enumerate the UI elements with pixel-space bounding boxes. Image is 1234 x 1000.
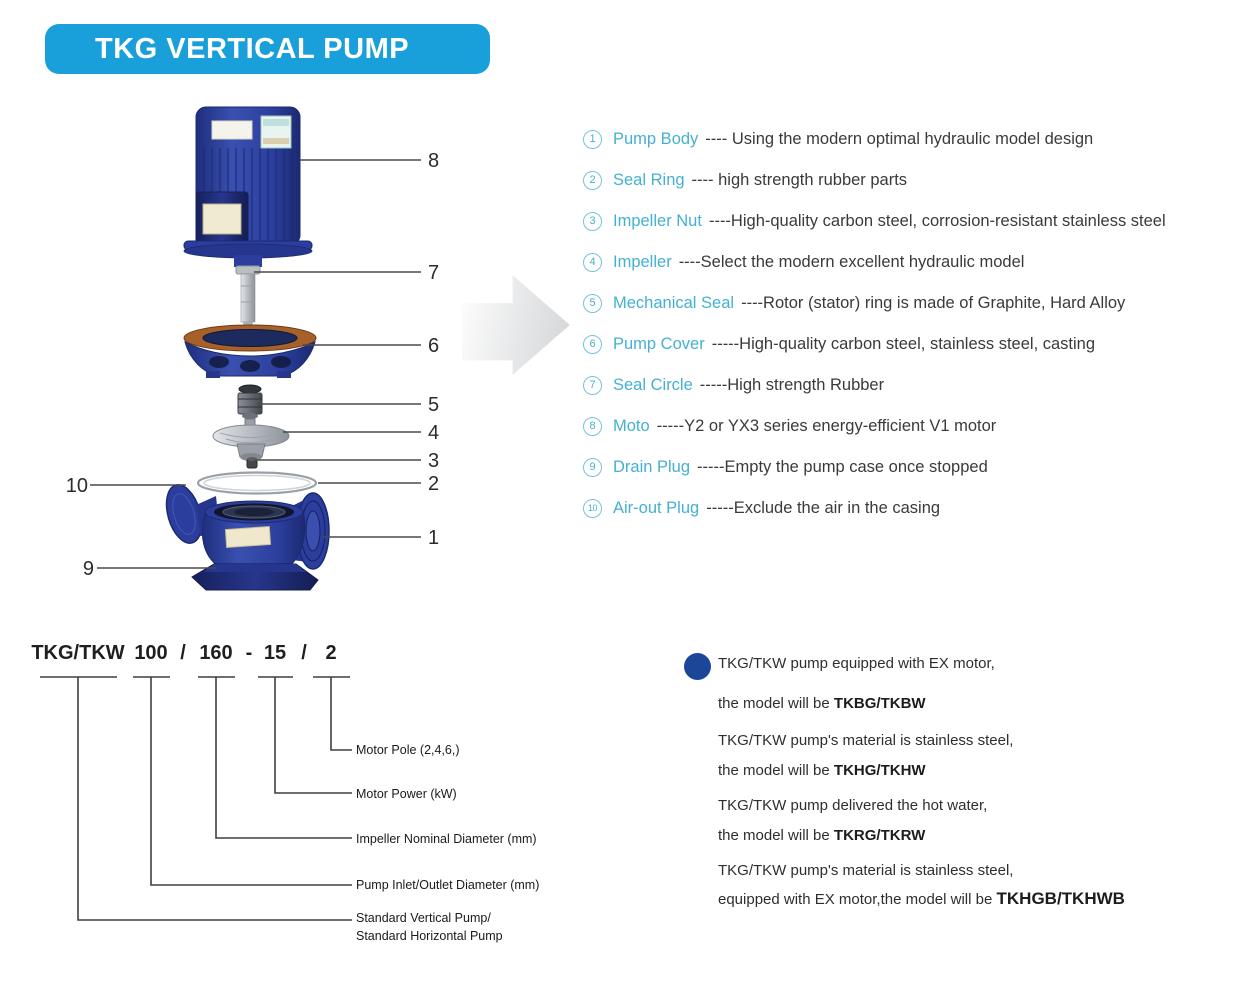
arrow-right-icon	[462, 273, 572, 377]
list-item	[583, 291, 1166, 315]
part-description: -----Empty the pump case once stopped	[697, 457, 988, 476]
label-impeller-diameter: Impeller Nominal Diameter (mm)	[356, 832, 537, 846]
part-description: ----Rotor (stator) ring is made of Graphite, Hard Alloy	[741, 293, 1126, 312]
callout-number-7: 7	[428, 262, 440, 284]
motor-side-label	[261, 116, 291, 148]
motor-figure	[184, 107, 312, 267]
part-number-badge: 8	[583, 417, 602, 436]
part-description: -----High-quality carbon steel, stainless steel, casting	[711, 334, 1096, 353]
note-text: TKG/TKW pump delivered the hot water,	[718, 797, 988, 814]
part-description: -----High strength Rubber	[699, 375, 885, 394]
callout-number-5: 5	[428, 394, 440, 416]
impeller-nut-figure	[247, 457, 257, 468]
list-item	[583, 127, 1166, 151]
list-item	[583, 332, 1166, 356]
part-name: Pump Body	[613, 129, 699, 148]
part-number-badge: 6	[583, 335, 602, 354]
part-description: -----Y2 or YX3 series energy-efficient V1 motor	[656, 416, 997, 435]
model-separator: /	[180, 642, 186, 664]
pump-body-figure	[160, 481, 329, 590]
part-number-badge: 10	[583, 499, 602, 518]
label-motor-power: Motor Power (kW)	[356, 787, 457, 801]
model-segment-power: 15	[263, 642, 287, 664]
model-segment-impeller: 160	[199, 642, 233, 664]
note-line	[718, 827, 925, 844]
part-description: ----High-quality carbon steel, corrosion-resistant stainless steel	[708, 211, 1166, 230]
part-name: Drain Plug	[613, 457, 691, 476]
part-name: Seal Circle	[613, 375, 693, 394]
model-connector-lines	[0, 640, 600, 970]
part-number-badge: 1	[583, 130, 602, 149]
list-item	[583, 168, 1166, 192]
page-title: TKG VERTICAL PUMP	[95, 32, 410, 65]
model-separator: -	[245, 642, 253, 664]
callout-number-6: 6	[428, 335, 440, 357]
model-separator: /	[301, 642, 307, 664]
part-number-badge: 4	[583, 253, 602, 272]
list-item	[583, 209, 1166, 233]
callout-number-9: 9	[82, 558, 94, 580]
model-segment-series: TKG/TKW	[31, 642, 125, 664]
part-description: ---- Using the modern optimal hydraulic model design	[705, 129, 1094, 148]
part-description: ----Select the modern excellent hydraulic model	[678, 252, 1025, 271]
label-inlet-diameter: Pump Inlet/Outlet Diameter (mm)	[356, 878, 540, 892]
note-line	[718, 797, 987, 814]
part-name: Impeller	[613, 252, 672, 271]
model-segment-pole: 2	[325, 642, 337, 664]
list-item	[583, 496, 1166, 520]
label-pump-type	[356, 909, 503, 945]
note-line	[718, 889, 1125, 909]
callout-number-4: 4	[428, 422, 440, 444]
note-line	[718, 655, 995, 672]
note-model: TKRG/TKRW	[833, 827, 926, 844]
bullet-icon	[684, 653, 711, 680]
part-number-badge: 3	[583, 212, 602, 231]
callout-number-10: 10	[65, 475, 88, 497]
label-pump-type-line2: Standard Horizontal Pump	[356, 929, 503, 943]
note-text: TKG/TKW pump's material is stainless steel,	[718, 862, 1014, 879]
model-code-diagram	[0, 640, 640, 970]
mechanical-seal-figure	[238, 385, 262, 426]
list-item	[583, 250, 1166, 274]
note-text: TKG/TKW pump's material is stainless steel,	[718, 732, 1014, 749]
note-text: TKG/TKW pump equipped with EX motor,	[718, 655, 995, 672]
note-line	[718, 695, 926, 712]
part-description: -----Exclude the air in the casing	[706, 498, 941, 517]
label-motor-pole: Motor Pole (2,4,6,)	[356, 743, 460, 757]
part-name: Impeller Nut	[613, 211, 702, 230]
note-line	[718, 732, 1013, 749]
note-model: TKBG/TKBW	[833, 695, 926, 712]
model-segment-inlet: 100	[134, 642, 168, 664]
callout-number-2: 2	[428, 473, 440, 495]
callout-number-1: 1	[428, 527, 440, 549]
label-pump-type-line1: Standard Vertical Pump/	[356, 911, 491, 925]
note-model: TKHGB/TKHWB	[996, 889, 1125, 908]
list-item	[583, 414, 1166, 438]
seal-ring-figure	[198, 473, 316, 494]
motor-junction-box	[196, 192, 248, 244]
part-name: Moto	[613, 416, 650, 435]
header-banner	[45, 24, 490, 74]
list-item	[583, 455, 1166, 479]
note-text: the model will be	[718, 762, 834, 779]
part-description: ---- high strength rubber parts	[691, 170, 908, 189]
note-model: TKHG/TKHW	[833, 762, 926, 779]
pump-body-label	[225, 526, 270, 547]
note-line	[718, 862, 1013, 879]
pump-exploded-diagram	[30, 90, 460, 605]
part-number-badge: 2	[583, 171, 602, 190]
part-name: Mechanical Seal	[613, 293, 735, 312]
callout-number-3: 3	[428, 450, 440, 472]
callout-number-8: 8	[428, 150, 440, 172]
part-name: Pump Cover	[613, 334, 705, 353]
part-number-badge: 7	[583, 376, 602, 395]
note-text: the model will be	[718, 827, 834, 844]
part-name: Air-out Plug	[613, 498, 700, 517]
motor-nameplate	[212, 121, 252, 139]
parts-list	[583, 127, 1166, 537]
note-line	[718, 762, 926, 779]
part-number-badge: 5	[583, 294, 602, 313]
part-number-badge: 9	[583, 458, 602, 477]
list-item	[583, 373, 1166, 397]
impeller-figure	[213, 425, 289, 461]
part-name: Seal Ring	[613, 170, 685, 189]
pump-cover-figure	[184, 325, 316, 378]
note-text: the model will be	[718, 695, 834, 712]
note-text: equipped with EX motor,the model will be	[718, 891, 997, 908]
